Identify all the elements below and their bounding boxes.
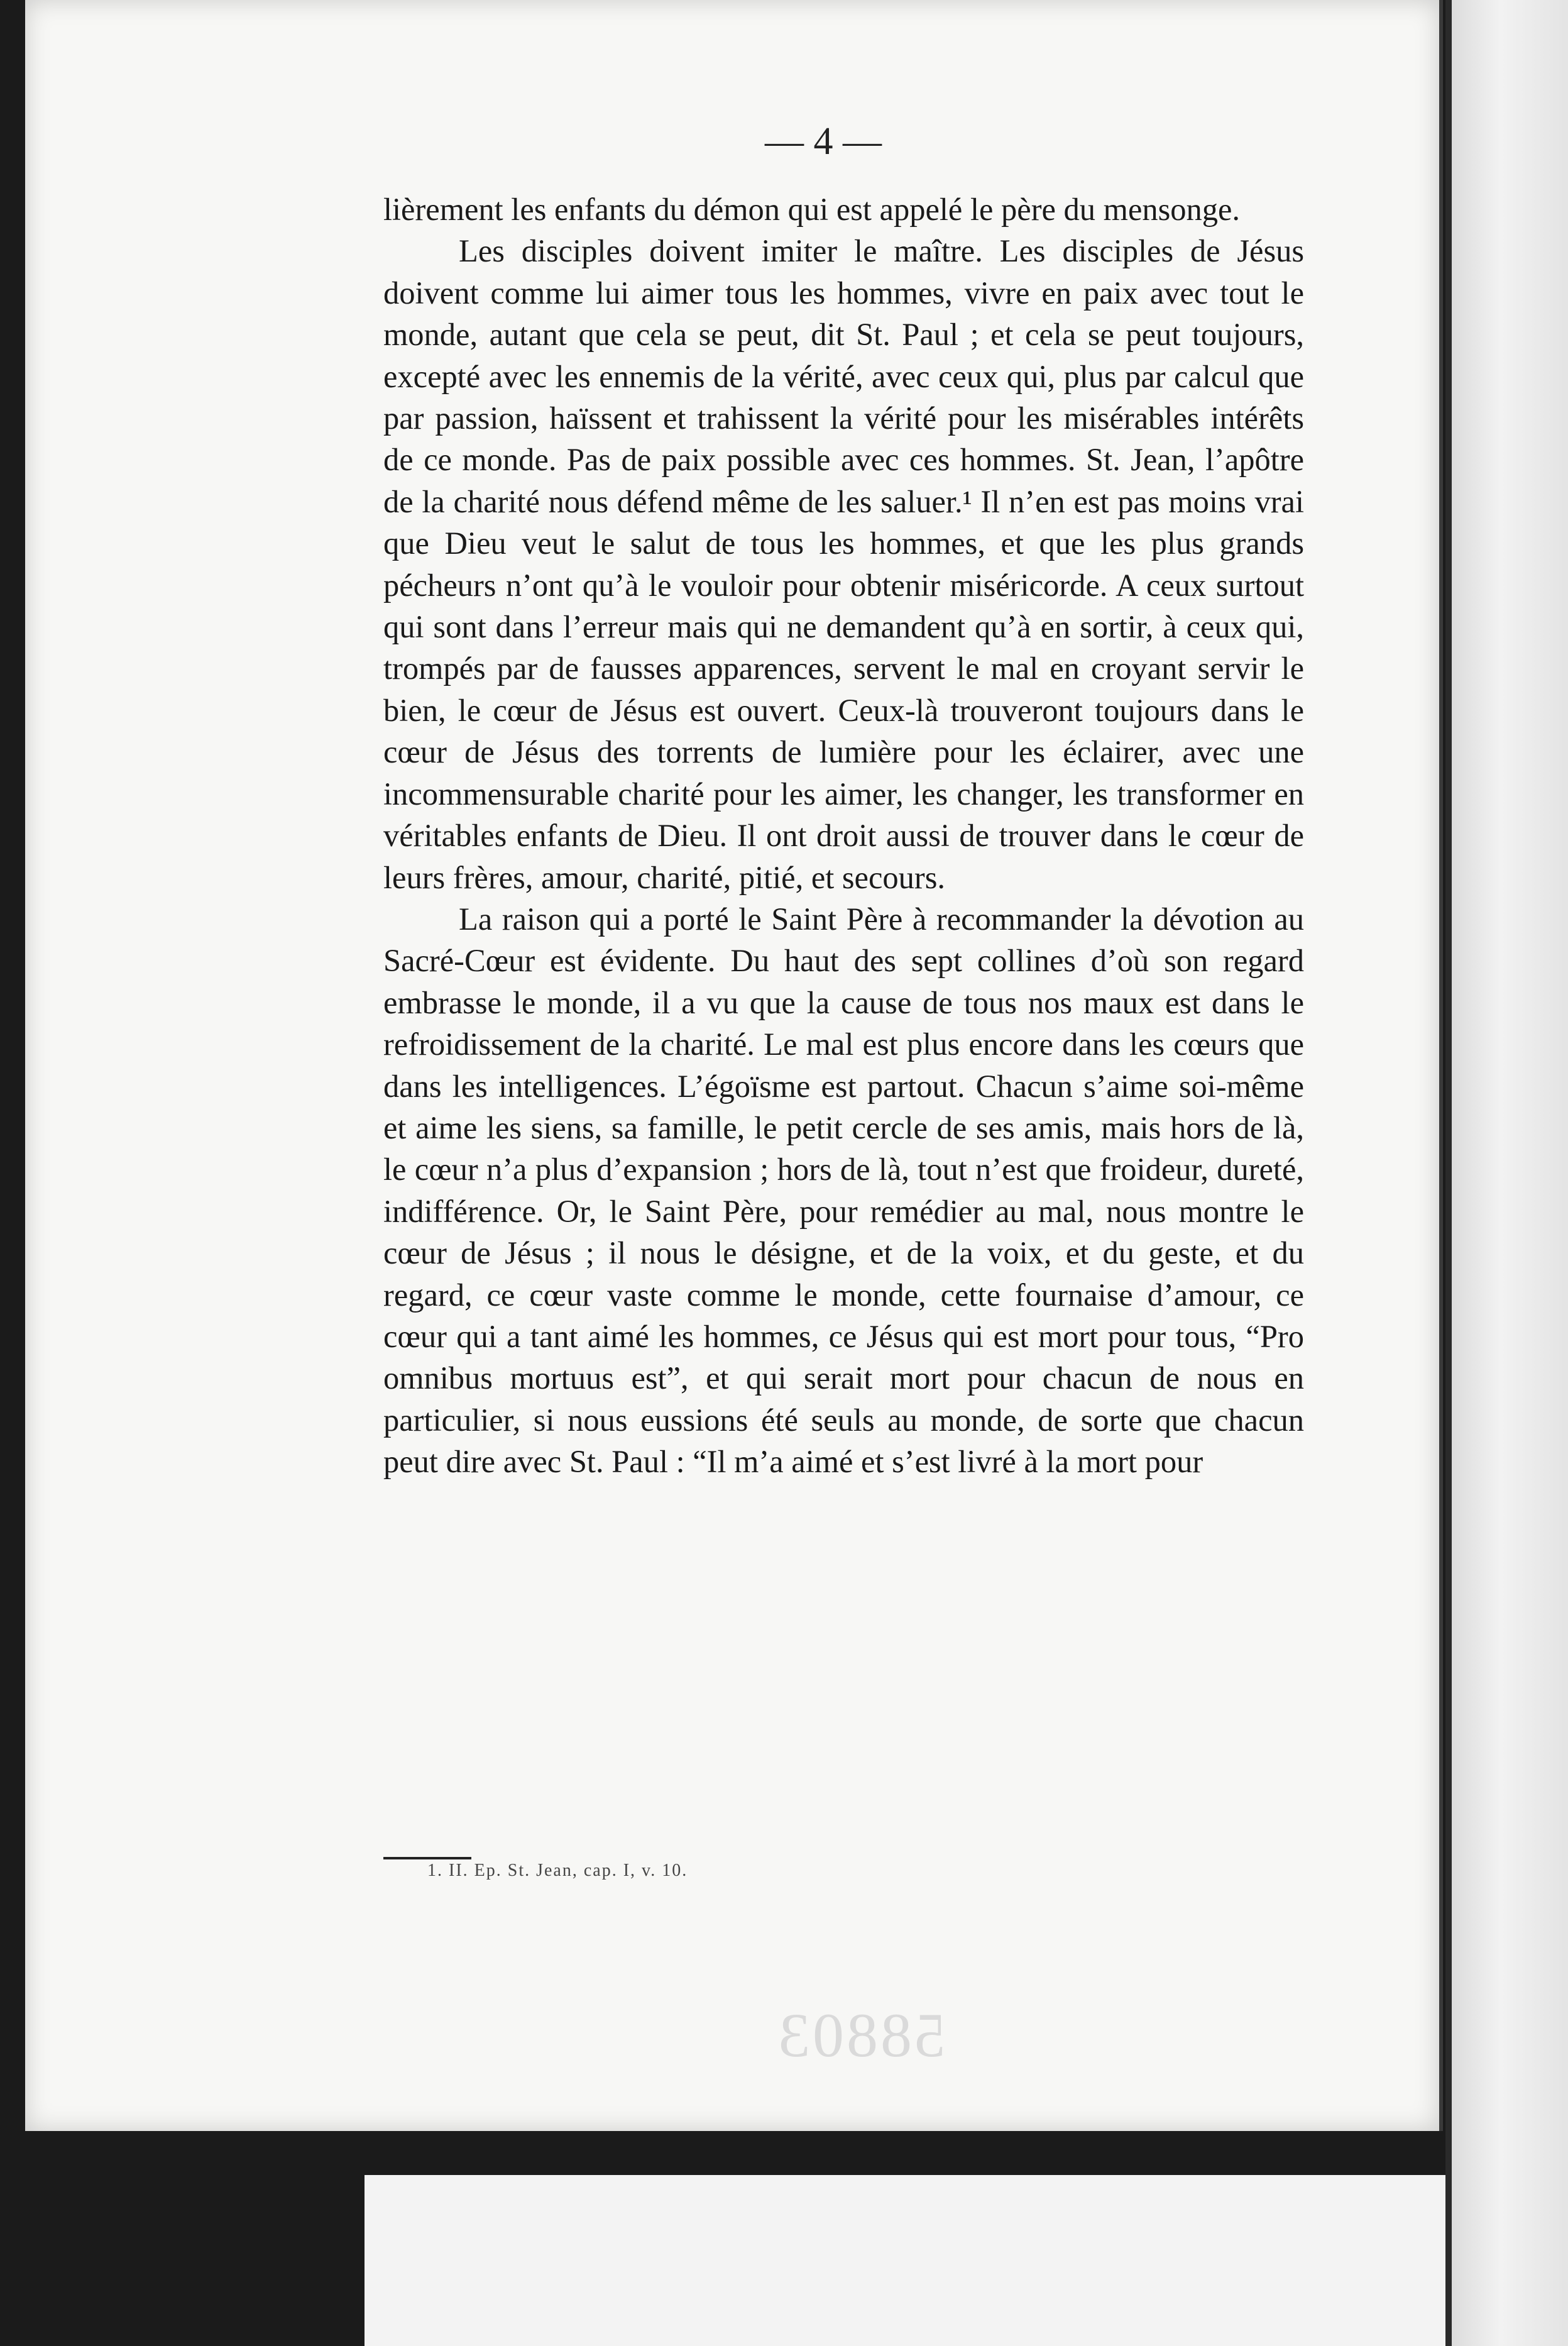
scan-right-edge [1445,0,1568,2346]
paragraph-3: La raison qui a porté le Saint Père à recommander la dévotion au Sacré-Cœur est évidente. Du haut des sept collines d’où son regard embrasse le monde, il a vu que la cause de tous nos maux est dans le refroidissement de la charité. Le mal est plus encore dans les cœurs que dans les intelligences. L’égoïsme est partout. Chacun s’aime soi-même et aime les siens, sa famille, le petit cercle de ses amis, mais hors de là, le cœur n’a plus d’expansion ; hors de là, tout n’est que froideur, dureté, indifférence. Or, le Saint Père, pour remédier au mal, nous montre le cœur de Jésus ; il nous le désigne, et de la voix, et du geste, et du regard, ce cœur vaste comme le monde, cette fournaise d’amour, ce cœur qui a tant aimé les hommes, ce Jésus qui est mort pour tous, “Pro omnibus mortuus est”, et qui serait mort pour chacun de nous en particulier, si nous eussions été seuls au monde, de sorte que chacun peut dire avec St. Paul : “Il m’a aimé et s’est livré à la mort pour [383,901,1304,1480]
paragraph-2: Les disciples doivent imiter le maître. Les disciples de Jésus doivent comme lui aimer tous les hommes, vivre en paix avec tout le monde, autant que cela se peut, dit St. Paul ; et cela se peut toujours, excepté avec les ennemis de la vérité, avec ceux qui, plus par calcul que par passion, haïssent et trahissent la vérité pour les misérables intérêts de ce monde. Pas de paix possible avec ces hommes. St. Jean, l’apôtre de la charité nous défend même de les saluer.¹ Il n’en est pas moins vrai que Dieu veut le salut de tous les hommes, et que les plus grands pécheurs n’ont qu’à le vouloir pour obtenir miséricorde. A ceux surtout qui sont dans l’erreur mais qui ne demandent qu’à en sortir, à ceux qui, trompés par de fausses apparences, servent le mal en croyant servir le bien, le cœur de Jésus est ouvert. Ceux-là trouveront toujours dans le cœur de Jésus des torrents de lumière pour les éclairer, avec une incommensurable charité pour les aimer, les changer, les transformer en véritables enfants de Dieu. Il ont droit aussi de trouver dans le cœur de leurs frères, amour, charité, pitié, et secours. [383,233,1304,895]
footnote: 1. II. Ep. St. Jean, cap. I, v. 10. [427,1861,688,1880]
footnote-rule [383,1857,471,1859]
page-number: — 4 — [765,120,882,163]
scan-bottom-strip [365,2175,1445,2346]
paragraph-1: lièrement les enfants du démon qui est appelé le père du mensonge. [383,192,1241,227]
body-text [383,189,1304,1483]
library-stamp: 58803 [776,2000,946,2070]
